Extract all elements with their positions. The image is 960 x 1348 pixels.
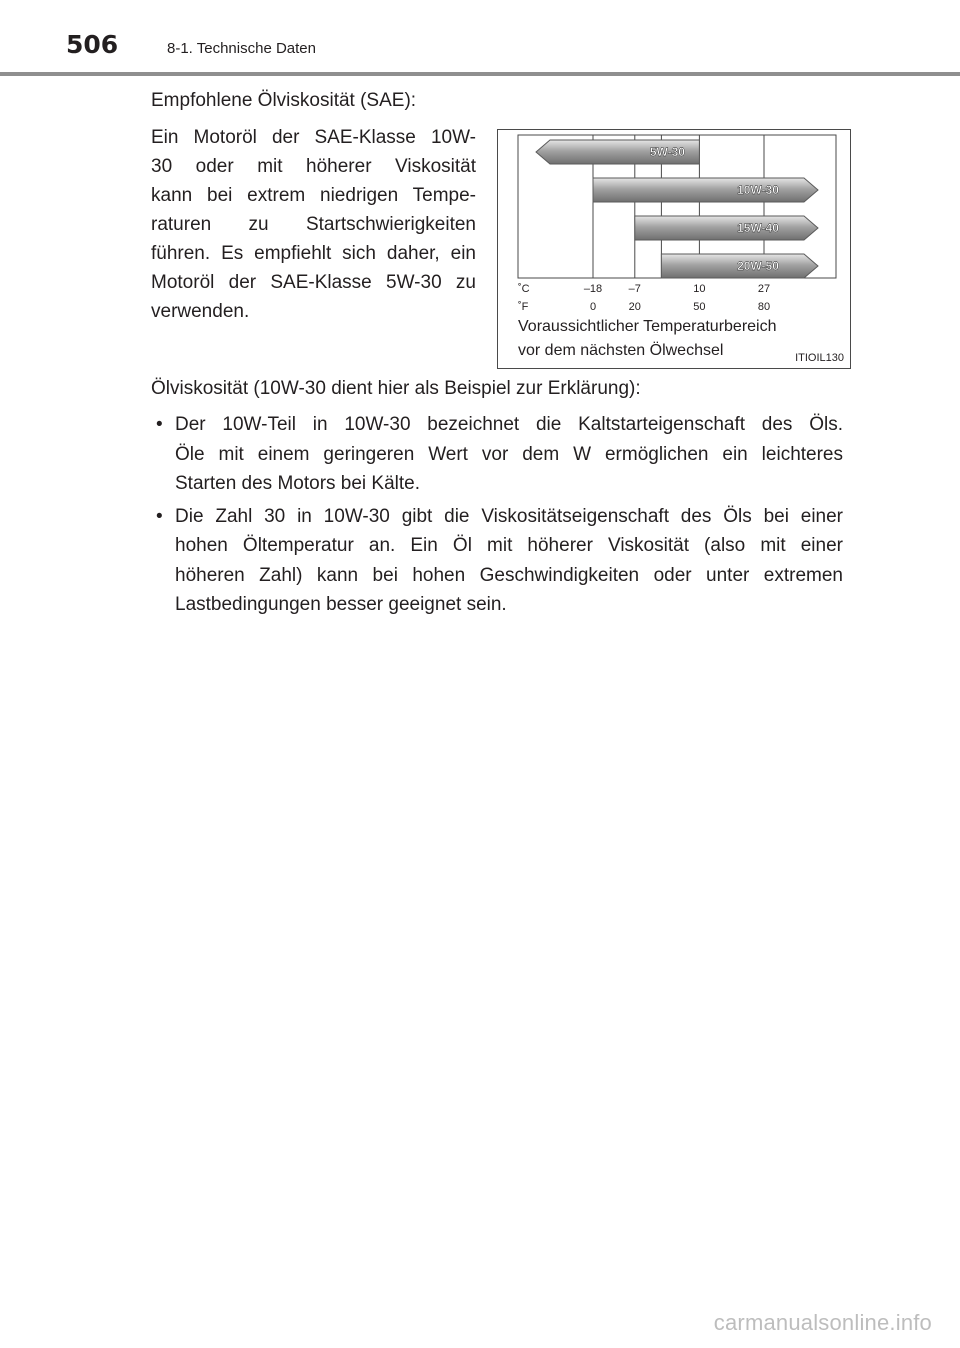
grade-label: 5W-30 [649, 145, 685, 159]
fahrenheit-tick-label: 20 [628, 301, 641, 313]
grade-label: 10W-30 [737, 183, 779, 197]
celsius-tick-label: –18 [583, 283, 603, 295]
bullet-line: Lastbedingungen besser geeignet sein. [175, 594, 507, 615]
bullet-marker: • [156, 505, 163, 527]
figure-caption-line: vor dem nächsten Ölwechsel [518, 342, 724, 359]
fahrenheit-tick-label: 80 [757, 301, 771, 313]
bullet-item [151, 410, 843, 499]
celsius-tick-label: –7 [628, 283, 641, 295]
bullet-list [151, 410, 843, 623]
bullet-line: höheren Zahl) kann bei hohen Geschwindigkeiten oder unter extremen [175, 564, 843, 586]
bullet-line: Die Zahl 30 in 10W-30 gibt die Viskositätseigenschaft des Öls bei einer [175, 505, 843, 527]
grade-bar [593, 178, 818, 202]
figure-caption-line: Voraussichtlicher Temperaturbereich [518, 318, 777, 335]
fahrenheit-tick-label: 0 [589, 301, 597, 313]
intro-line: kann bei extrem niedrigen Tempe- [151, 185, 476, 206]
header-rule [0, 72, 960, 76]
bullet-item [151, 502, 843, 620]
celsius-tick-label: 10 [693, 283, 706, 295]
bullet-line: Starten des Motors bei Kälte. [175, 473, 421, 494]
intro-paragraph [151, 123, 476, 326]
grade-label: 20W-50 [737, 259, 779, 273]
section-title: 8-1. Technische Daten [167, 40, 316, 57]
intro-line: führen. Es empfiehlt sich daher, ein [151, 243, 476, 264]
celsius-tick-label: 27 [757, 283, 771, 295]
figure-caption [518, 315, 828, 363]
intro-line: Motoröl der SAE-Klasse 5W-30 zu [151, 272, 476, 293]
bullet-line: hohen Öltemperatur an. Ein Öl mit höherer Viskosität (also mit einer [175, 535, 843, 556]
watermark: carmanualsonline.info [713, 1310, 932, 1335]
intro-line: Ein Motoröl der SAE-Klasse 10W- [151, 127, 476, 148]
grade-bar [635, 216, 818, 240]
fahrenheit-tick-label: 50 [693, 301, 706, 313]
page-number: 506 [66, 30, 119, 59]
figure-code: ITIOIL130 [795, 352, 844, 364]
heading: Empfohlene Ölviskosität (SAE): [151, 90, 417, 111]
paragraph-heading: Ölviskosität (10W-30 dient hier als Beispiel zur Erklärung): [151, 378, 641, 399]
celsius-unit-label: ˚C [518, 283, 530, 295]
bullet-line: Öle mit einem geringeren Wert vor dem W ermöglichen ein leichteres [175, 443, 843, 465]
bullet-line: Der 10W-Teil in 10W-30 bezeichnet die Kaltstarteigenschaft des Öls. [175, 414, 843, 435]
viscosity-figure [497, 129, 851, 369]
bullet-marker: • [156, 414, 163, 435]
intro-line: raturen zu Startschwierigkeiten [151, 214, 476, 235]
grade-label: 15W-40 [737, 221, 779, 235]
intro-line: 30 oder mit höherer Viskosität [151, 156, 476, 177]
fahrenheit-unit-label: ˚F [518, 301, 529, 313]
intro-line: verwenden. [151, 301, 250, 322]
